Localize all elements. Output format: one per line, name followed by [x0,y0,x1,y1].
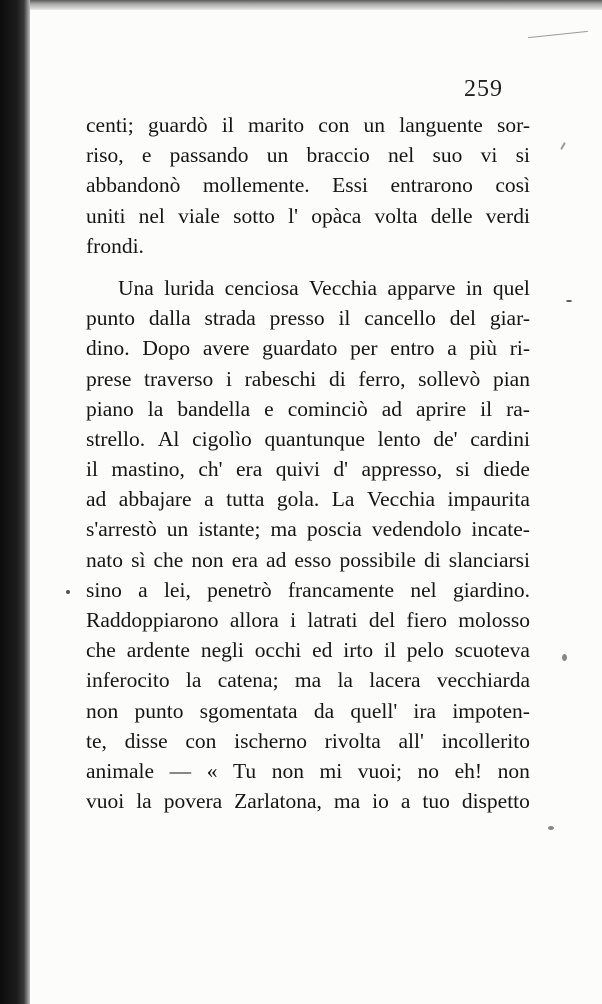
text-line: sino a lei, penetrò francamente nel giardino. [86,577,530,602]
text-line: il mastino, ch' era quivi d' appresso, si diede [86,457,530,482]
text-line: ad abbajare a tutta gola. La Vecchia impaurita [86,487,530,512]
text-line: dino. Dopo avere guardato per entro a più ri- [86,336,530,361]
text-line: uniti nel viale sotto l' opàca volta delle verdi [86,203,530,228]
paragraph [86,273,530,816]
page-number: 259 [464,76,503,102]
ink-speck [560,142,566,150]
text-line: nato sì che non era ad esso possibile di slanciarsi [86,547,530,572]
text-line: non punto sgomentata da quell' ira impoten- [86,698,530,723]
text-line: punto dalla strada presso il cancello del giar- [86,306,530,331]
paragraph [86,110,530,261]
page-top-edge [30,0,602,10]
text-line: frondi. [86,233,144,258]
margin-mark [528,31,588,38]
text-line: piano la bandella e cominciò ad aprire il ra- [86,396,530,421]
text-line: abbandonò mollemente. Essi entrarono così [86,173,530,198]
book-binding [0,0,30,1004]
ink-speck [566,300,572,302]
text-line: vuoi la povera Zarlatona, ma io a tuo dispetto [86,789,530,814]
text-line: strello. Al cigolìo quantunque lento de' cardini [86,426,530,451]
text-line: animale — « Tu non mi vuoi; no eh! non [86,758,530,783]
text-line: Raddoppiarono allora i latrati del fiero molosso [86,608,530,632]
text-line: te, disse con ischerno rivolta all' incollerito [86,728,530,753]
ink-speck [548,826,554,830]
text-line: s'arrestò un istante; ma poscia vedendolo incate- [86,517,530,542]
ink-speck [66,590,70,594]
body-text [86,110,530,816]
text-line: centi; guardò il marito con un languente sor- [86,113,530,137]
text-line: inferocito la catena; ma la lacera vecchiarda [86,668,530,693]
text-line: prese traverso i rabeschi di ferro, sollevò pian [86,366,530,391]
text-line: Una lurida cenciosa Vecchia apparve in quel [118,275,530,300]
ink-speck [562,654,567,661]
text-line: che ardente negli occhi ed irto il pelo scuoteva [86,638,530,663]
text-line: riso, e passando un braccio nel suo vi si [86,143,530,168]
